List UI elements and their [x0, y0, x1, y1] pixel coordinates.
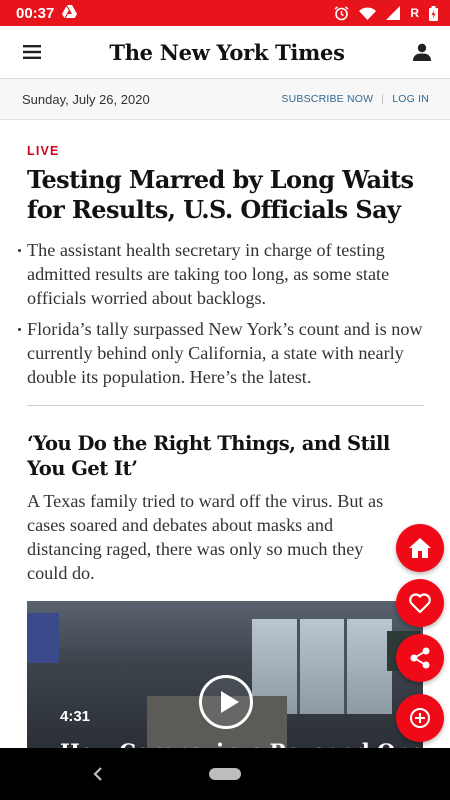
- lead-headline[interactable]: Testing Marred by Long Waits for Results, U.S. Officials Say: [27, 165, 414, 224]
- video-monitor-left: [27, 613, 59, 663]
- story-headline[interactable]: ‘You Do the Right Things, and Still You Get It’: [27, 432, 390, 480]
- status-right: [334, 6, 438, 21]
- share-icon[interactable]: [396, 634, 444, 682]
- video-duration: 4:31: [60, 708, 91, 725]
- battery-icon: [429, 6, 438, 21]
- back-icon[interactable]: [89, 764, 109, 784]
- bullet-item[interactable]: The assistant health secretary in charge of testing admitted results are taking too long, as some state officials worried about backlogs.: [27, 238, 424, 310]
- account-links: [281, 93, 429, 105]
- bullet-item[interactable]: Florida’s tally surpassed New York’s count and is now currently behind only California, a state with nearly double its population. Here’s the latest.: [27, 319, 423, 387]
- date-bar: [0, 79, 450, 120]
- add-icon[interactable]: [396, 694, 444, 742]
- lead-bullets: [27, 238, 424, 389]
- video-thumbnail[interactable]: [27, 601, 423, 751]
- live-badge: LIVE: [27, 144, 60, 158]
- signal-icon: [386, 6, 400, 20]
- status-time: 00:37: [16, 4, 55, 22]
- app-header: [0, 26, 450, 79]
- account-icon[interactable]: [408, 38, 436, 66]
- menu-icon[interactable]: [18, 38, 46, 66]
- network-label: R: [410, 6, 419, 20]
- heart-icon[interactable]: [396, 579, 444, 627]
- story-summary[interactable]: A Texas family tried to ward off the virus. But as cases soared and debates about masks and distancing raged, there was only so much they could do.: [27, 491, 384, 583]
- current-date: Sunday, July 26, 2020: [22, 91, 150, 107]
- login-link[interactable]: LOG IN: [392, 93, 429, 105]
- nyt-logo[interactable]: The New York Times: [109, 39, 345, 65]
- system-nav-bar: [0, 748, 450, 800]
- subscribe-link[interactable]: SUBSCRIBE NOW: [281, 93, 374, 105]
- window-frame: [297, 619, 300, 714]
- alarm-icon: [334, 6, 349, 21]
- status-bar: [0, 0, 450, 26]
- play-icon[interactable]: [199, 675, 253, 729]
- link-separator: |: [381, 93, 385, 105]
- wifi-icon: [359, 7, 376, 20]
- window-frame: [344, 619, 347, 714]
- home-pill[interactable]: [209, 768, 241, 780]
- drive-icon: [62, 5, 77, 22]
- status-left: [16, 5, 77, 22]
- article-feed: [27, 120, 424, 585]
- home-icon[interactable]: [396, 524, 444, 572]
- section-divider: [27, 405, 424, 406]
